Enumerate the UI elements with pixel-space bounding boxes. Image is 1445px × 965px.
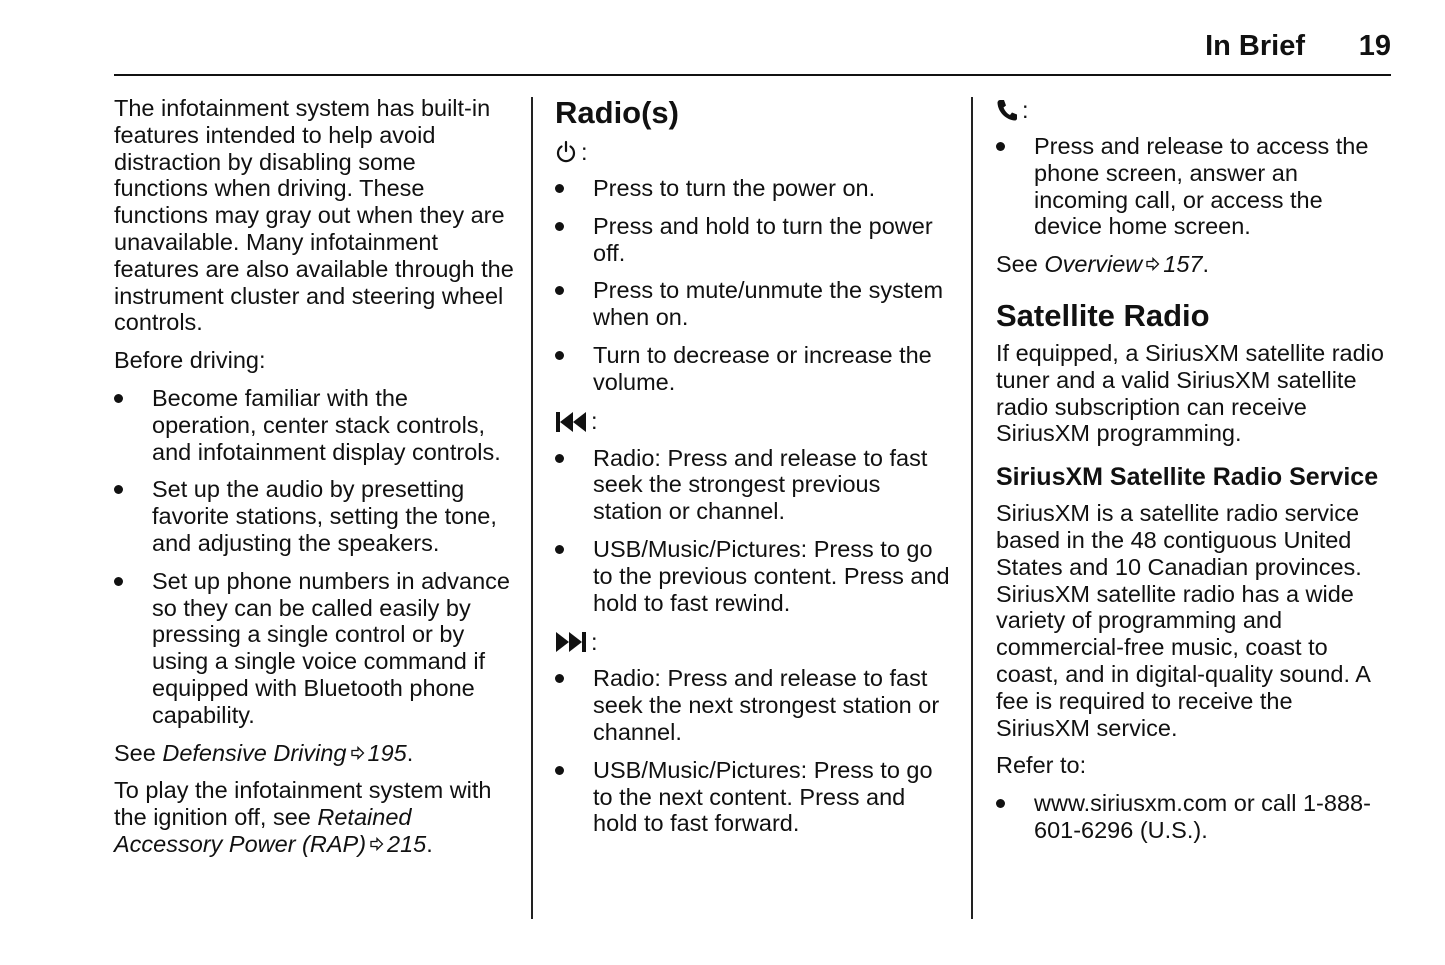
list-item: Radio: Press and release to fast seek the next strongest station or channel. bbox=[555, 665, 955, 745]
refer-to-label: Refer to: bbox=[996, 752, 1087, 779]
phone-icon bbox=[996, 98, 1018, 122]
bullet-icon bbox=[996, 799, 1005, 808]
section-title: In Brief bbox=[1205, 30, 1305, 62]
list-item: Press and hold to turn the power off. bbox=[555, 213, 955, 267]
bullet-icon bbox=[114, 394, 123, 403]
seek-next-control: : bbox=[555, 627, 955, 657]
bullet-icon bbox=[114, 577, 123, 586]
column-divider bbox=[531, 97, 533, 919]
seek-next-icon bbox=[555, 631, 587, 653]
power-icon bbox=[555, 140, 577, 164]
bullet-icon bbox=[555, 286, 564, 295]
bullet-icon bbox=[555, 454, 564, 463]
overview-link[interactable]: Overview bbox=[1044, 251, 1143, 278]
play-ignition-off: To play the infotainment system with the ignition off, see Retained Accessory Power (RAP) 215. bbox=[114, 777, 492, 857]
list-item: Press to turn the power on. bbox=[555, 175, 955, 202]
list-item: USB/Music/Pictures: Press to go to the next content. Press and hold to fast forward. bbox=[555, 757, 955, 837]
list-item: Set up phone numbers in advance so they can be called easily by pressing a single control or by using a single voice command if equipped with Bluetooth phone capability. bbox=[114, 568, 514, 729]
bullet-icon bbox=[555, 545, 564, 554]
list-item: Turn to decrease or increase the volume. bbox=[555, 342, 955, 396]
bullet-icon bbox=[555, 351, 564, 360]
column-middle bbox=[555, 95, 955, 848]
see-overview: See Overview 157. bbox=[996, 251, 1210, 278]
bullet-icon bbox=[996, 142, 1005, 151]
seek-previous-control: : bbox=[555, 407, 955, 437]
see-defensive-driving: See Defensive Driving 195. bbox=[114, 739, 414, 766]
cross-reference-arrow-icon bbox=[370, 837, 384, 851]
phone-control: : bbox=[996, 95, 1391, 125]
list-item: Press to mute/unmute the system when on. bbox=[555, 277, 955, 331]
bullet-icon bbox=[555, 674, 564, 683]
cross-reference-arrow-icon bbox=[1146, 257, 1160, 271]
rap-link[interactable]: Retained Accessory Power (RAP) bbox=[114, 804, 412, 857]
siriusxm-service-heading: SiriusXM Satellite Radio Service bbox=[996, 463, 1379, 492]
before-driving-label: Before driving: bbox=[114, 347, 266, 374]
siriusxm-service-paragraph: SiriusXM is a satellite radio service based in the 48 contiguous United States and 10 Canadian provinces. SiriusXM satellite radio has a wide variety of programming and commercial-free music, coast to coast, and in digital-quality sound. A fee is required to receive the SiriusXM service. bbox=[996, 500, 1370, 741]
list-item: Set up the audio by presetting favorite stations, setting the tone, and adjusting the speakers. bbox=[114, 476, 514, 556]
bullet-icon bbox=[114, 485, 123, 494]
list-item: Press and release to access the phone screen, answer an incoming call, or access the device home screen. bbox=[996, 133, 1391, 240]
bullet-icon bbox=[555, 184, 564, 193]
cross-reference-arrow-icon bbox=[351, 746, 365, 760]
column-right bbox=[996, 95, 1391, 855]
column-left bbox=[114, 95, 514, 869]
seek-previous-icon bbox=[555, 411, 587, 433]
list-item: Radio: Press and release to fast seek the strongest previous station or channel. bbox=[555, 445, 955, 525]
column-divider bbox=[971, 97, 973, 919]
page-number: 19 bbox=[1358, 30, 1391, 62]
bullet-icon bbox=[555, 222, 564, 231]
power-control: : bbox=[555, 137, 955, 167]
list-item: Become familiar with the operation, center stack controls, and infotainment display controls. bbox=[114, 385, 514, 465]
satellite-radio-heading: Satellite Radio bbox=[996, 297, 1210, 333]
list-item: www.siriusxm.com or call 1-888-601-6296 (U.S.). bbox=[996, 790, 1391, 844]
defensive-driving-link[interactable]: Defensive Driving bbox=[162, 739, 347, 766]
bullet-icon bbox=[555, 766, 564, 775]
intro-paragraph: The infotainment system has built-in features intended to help avoid distraction by disabling some functions when driving. These functions may gray out when they are unavailable. Many infotainment features are also available through the instrument cluster and steering wheel controls. bbox=[114, 95, 514, 336]
list-item: USB/Music/Pictures: Press to go to the previous content. Press and hold to fast rewind. bbox=[555, 536, 955, 616]
radio-heading: Radio(s) bbox=[555, 95, 679, 130]
page-header bbox=[114, 28, 1391, 76]
satellite-intro: If equipped, a SiriusXM satellite radio tuner and a valid SiriusXM satellite radio subscription can receive SiriusXM programming. bbox=[996, 339, 1384, 447]
